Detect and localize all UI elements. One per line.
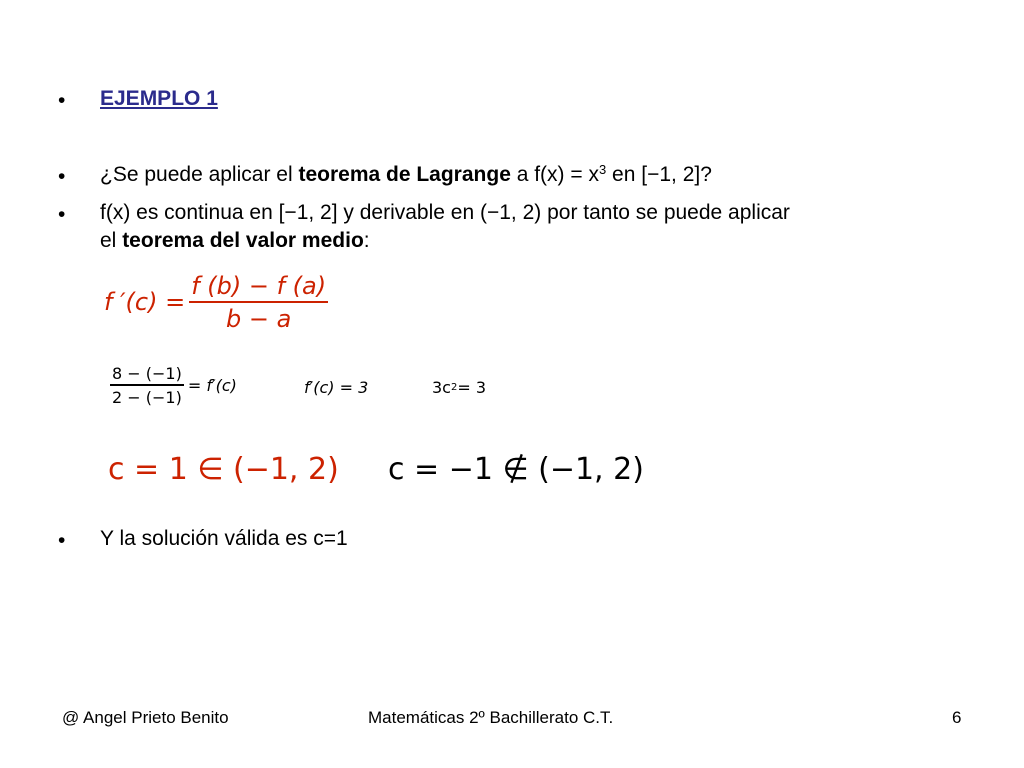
- mean-value-formula: [104, 272, 332, 333]
- invalid-solution: c = −1 ∉ (−1, 2): [388, 452, 644, 487]
- footer-course: Matemáticas 2º Bachillerato C.T.: [368, 708, 614, 727]
- theorem-name: teorema de Lagrange: [298, 163, 511, 186]
- bullet-marker: •: [58, 203, 66, 226]
- derivative-equation: f′(c) = 3: [304, 378, 369, 397]
- squared-equation: 3c 2 = 3: [432, 378, 487, 397]
- bullet-marker: •: [58, 165, 66, 188]
- bullet-marker: •: [58, 89, 66, 112]
- exponent: 3: [598, 162, 607, 177]
- computation-fraction: [110, 364, 184, 407]
- explanation-line-1: f(x) es continua en [−1, 2] y derivable en (−1, 2) por tanto se puede aplicar: [100, 201, 790, 224]
- fraction-numerator: 8 − (−1): [112, 364, 182, 383]
- theorem-name: teorema del valor medio: [122, 229, 364, 252]
- slide-heading: EJEMPLO 1: [100, 87, 218, 110]
- footer-author: @ Angel Prieto Benito: [62, 708, 229, 727]
- page-number: 6: [952, 708, 962, 727]
- fraction-denominator: 2 − (−1): [112, 387, 182, 407]
- computation-rhs: = f′(c): [187, 375, 237, 395]
- formula-lhs: f ′(c) =: [104, 288, 186, 317]
- explanation-line-2: el teorema del valor medio:: [100, 229, 370, 252]
- question-text: ¿Se puede aplicar el teorema de Lagrange a $f(x) = x^3$ en [−1, 2]?: [100, 162, 712, 186]
- conclusion-text: Y la solución válida es c=1: [100, 527, 348, 550]
- fraction-numerator: f (b) − f (a): [191, 272, 327, 300]
- bullet-marker: •: [58, 529, 66, 552]
- fraction-denominator: b − a: [225, 304, 292, 333]
- formula-fraction: [189, 272, 328, 333]
- valid-solution: c = 1 ∈ (−1, 2): [108, 452, 339, 487]
- computation-formula: [110, 364, 237, 407]
